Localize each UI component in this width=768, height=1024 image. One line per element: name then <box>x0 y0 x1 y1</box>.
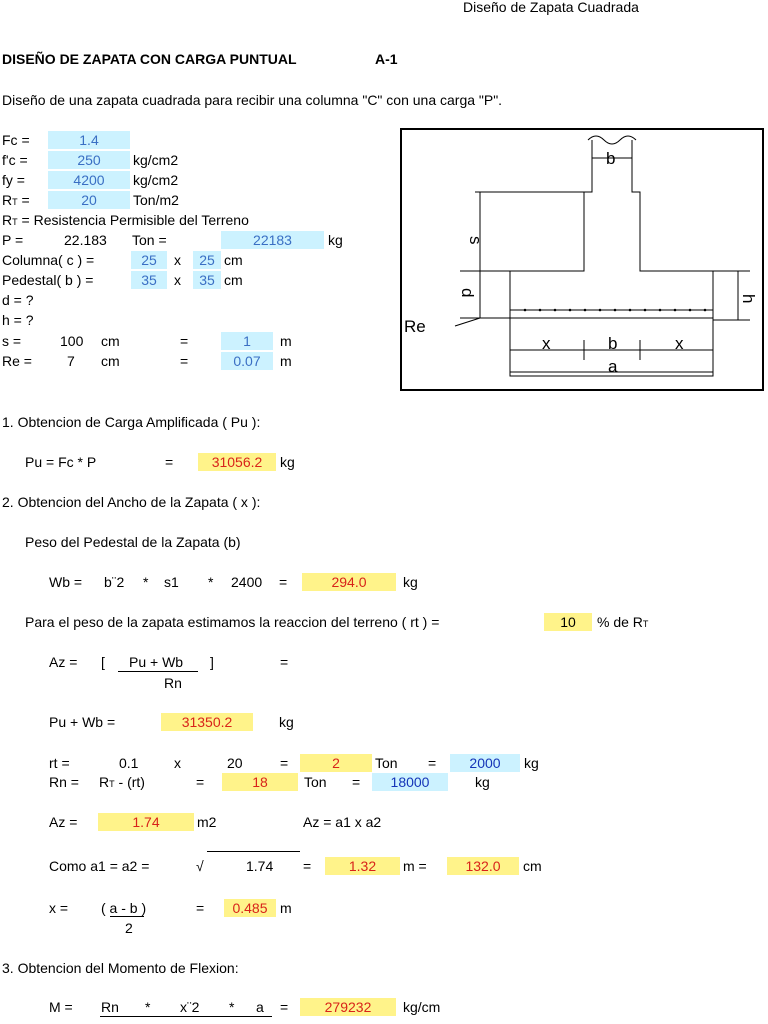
rt-definition: RT = Resistencia Permisible del Terreno <box>2 212 249 228</box>
a-m-unit: m = <box>403 858 427 874</box>
pu-formula: Pu = Fc * P <box>25 454 97 470</box>
m-equals: = <box>280 999 289 1015</box>
x-label: x = <box>49 900 69 916</box>
a-cm-value-cell[interactable]: 132.0 <box>447 857 519 875</box>
puwb-value-cell[interactable]: 31350.2 <box>161 713 253 731</box>
re-equals: = <box>180 353 189 369</box>
p-label: P = <box>2 232 24 248</box>
puwb-label: Pu + Wb = <box>49 714 116 730</box>
fpc-label: f'c = <box>2 152 28 168</box>
diagram-label-x1: x <box>542 334 551 353</box>
rt-calc-20: 20 <box>227 755 243 771</box>
re-m-cell[interactable]: 0.07 <box>221 352 273 370</box>
pu-value-cell[interactable]: 31056.2 <box>198 453 276 471</box>
m-a: a <box>256 999 264 1015</box>
p-value-ton: 22.183 <box>64 232 107 248</box>
fc-label: Fc = <box>2 132 30 148</box>
diagram-label-b: b <box>608 334 618 353</box>
s-m-cell[interactable]: 1 <box>221 332 273 350</box>
x-equals: = <box>196 900 205 916</box>
re-label: Re = <box>2 353 32 369</box>
m-value-cell[interactable]: 279232 <box>300 998 396 1016</box>
rt-calc-ton: Ton <box>375 755 398 771</box>
fc-value-cell[interactable]: 1.4 <box>48 131 130 149</box>
document-header-title: Diseño de Zapata Cuadrada <box>463 0 639 15</box>
rt-calc-equals2: = <box>428 755 437 771</box>
wb-star2: * <box>208 574 214 590</box>
re-m-unit: m <box>280 353 292 369</box>
rt-calc-value-cell[interactable]: 2 <box>300 754 372 772</box>
m-star1: * <box>145 999 151 1015</box>
pedestal-a-cell[interactable]: 35 <box>131 271 167 289</box>
diagram-label-b-top: b <box>606 149 616 168</box>
rn-kg-cell[interactable]: 18000 <box>372 773 448 791</box>
rt-calc-kg: kg <box>524 755 539 771</box>
m-fraction-bar <box>100 1016 272 1017</box>
rt-percent-sign: % de RT <box>597 614 649 630</box>
page-title: DISEÑO DE ZAPATA CON CARGA PUNTUAL <box>2 51 297 67</box>
rn-equals2: = <box>352 774 361 790</box>
como-equals: = <box>303 858 312 874</box>
x-numerator: ( a - b ) <box>101 900 147 916</box>
p-ton-label: Ton = <box>132 232 167 248</box>
az2-unit: m2 <box>197 814 217 830</box>
design-code: A-1 <box>375 51 398 67</box>
az2-formula: Az = a1 x a2 <box>303 814 382 830</box>
sqrt-symbol: √ <box>196 858 204 874</box>
x-fraction-bar <box>110 916 144 917</box>
re-cm-unit: cm <box>101 353 120 369</box>
fy-label: fy = <box>2 172 25 188</box>
az-equals: = <box>280 654 289 670</box>
pu-unit: kg <box>280 454 295 470</box>
s-cm-unit: cm <box>101 333 120 349</box>
p-value-kg-cell[interactable]: 22183 <box>221 231 324 249</box>
sqrt-bar <box>207 851 300 852</box>
az-label: Az = <box>49 654 78 670</box>
rt-unit: Ton/m2 <box>133 192 179 208</box>
az-numerator: Pu + Wb <box>129 654 184 670</box>
m-unit: kg/cm <box>403 999 441 1015</box>
wb-b2: b¨2 <box>104 574 125 590</box>
rt-calc-01: 0.1 <box>119 755 139 771</box>
rt-percent-cell[interactable]: 10 <box>544 613 592 631</box>
p-kg-unit: kg <box>328 232 343 248</box>
rt-calc-x: x <box>174 755 181 771</box>
diagram-label-re: Re <box>404 317 426 336</box>
s-label: s = <box>2 333 22 349</box>
diagram-label-x2: x <box>675 334 684 353</box>
step3-heading: 3. Obtencion del Momento de Flexion: <box>2 960 239 976</box>
columna-unit: cm <box>224 252 243 268</box>
fpc-value-cell[interactable]: 250 <box>48 151 130 169</box>
diagram-label-h: h <box>739 294 758 304</box>
wb-s1: s1 <box>164 574 179 590</box>
wb-star1: * <box>143 574 149 590</box>
columna-label: Columna( c ) = <box>2 252 95 268</box>
rt-label: RT = <box>2 192 30 208</box>
pedestal-unit: cm <box>224 272 243 288</box>
columna-a-cell[interactable]: 25 <box>131 251 167 269</box>
re-cm-value: 7 <box>67 353 75 369</box>
sqrt-value: 1.74 <box>246 858 274 874</box>
az2-value-cell[interactable]: 1.74 <box>98 813 194 831</box>
az-denominator: Rn <box>164 675 182 691</box>
az-bracket-open: [ <box>101 654 105 670</box>
fy-value-cell[interactable]: 4200 <box>48 171 130 189</box>
puwb-unit: kg <box>279 714 294 730</box>
az2-label: Az = <box>49 814 78 830</box>
fpc-unit: kg/cm2 <box>133 152 179 168</box>
s-m-unit: m <box>280 333 292 349</box>
diagram-label-a: a <box>608 357 618 376</box>
az-fraction-bar <box>118 671 198 672</box>
intro-text: Diseño de una zapata cuadrada para recibir una columna "C" con una carga "P". <box>2 92 503 108</box>
rn-label: Rn = <box>49 774 79 790</box>
como-label: Como a1 = a2 = <box>49 858 150 874</box>
rt-calc-label: rt = <box>49 755 70 771</box>
m-star2: * <box>229 999 235 1015</box>
diagram-label-s: s <box>466 236 485 245</box>
d-label: d = ? <box>2 292 34 308</box>
step2-heading: 2. Obtencion del Ancho de la Zapata ( x ): <box>2 494 261 510</box>
pedestal-x: x <box>174 272 181 288</box>
wb-unit: kg <box>403 574 418 590</box>
rn-formula: RT - (rt) <box>99 774 145 790</box>
m-rn: Rn <box>101 999 119 1015</box>
rn-ton: Ton <box>304 774 327 790</box>
pedestal-weight-heading: Peso del Pedestal de la Zapata (b) <box>25 534 241 550</box>
wb-equals: = <box>279 574 288 590</box>
s-equals: = <box>180 333 189 349</box>
x-denominator: 2 <box>125 920 133 936</box>
pu-equals: = <box>165 454 174 470</box>
wb-label: Wb = <box>49 574 83 590</box>
pedestal-b-cell[interactable]: 35 <box>193 271 221 289</box>
wb-value-cell[interactable]: 294.0 <box>302 573 396 591</box>
rt-calc-equals: = <box>280 755 289 771</box>
a-m-value-cell[interactable]: 1.32 <box>325 857 400 875</box>
rt-value-cell[interactable]: 20 <box>48 191 130 209</box>
fy-unit: kg/cm2 <box>133 172 179 188</box>
rn-equals: = <box>196 774 205 790</box>
columna-x: x <box>174 252 181 268</box>
diagram-label-d: d <box>458 288 477 298</box>
rn-value-cell[interactable]: 18 <box>222 773 298 791</box>
h-label: h = ? <box>2 312 34 328</box>
az-bracket-close: ] <box>210 654 214 670</box>
wb-2400: 2400 <box>231 574 263 590</box>
step1-heading: 1. Obtencion de Carga Amplificada ( Pu ): <box>2 414 261 430</box>
x-value-cell[interactable]: 0.485 <box>224 899 276 917</box>
a-cm-unit: cm <box>523 858 542 874</box>
rt-calc-kg-cell[interactable]: 2000 <box>450 754 520 772</box>
m-label: M = <box>49 999 73 1015</box>
s-cm-value: 100 <box>60 333 84 349</box>
pedestal-label: Pedestal( b ) = <box>2 272 94 288</box>
footing-diagram <box>400 128 764 391</box>
x-unit: m <box>280 900 292 916</box>
m-x2: x¨2 <box>180 999 200 1015</box>
rt-estimate-text: Para el peso de la zapata estimamos la reaccion del terreno ( rt ) = <box>25 614 440 630</box>
columna-b-cell[interactable]: 25 <box>193 251 221 269</box>
rn-kg: kg <box>475 774 490 790</box>
